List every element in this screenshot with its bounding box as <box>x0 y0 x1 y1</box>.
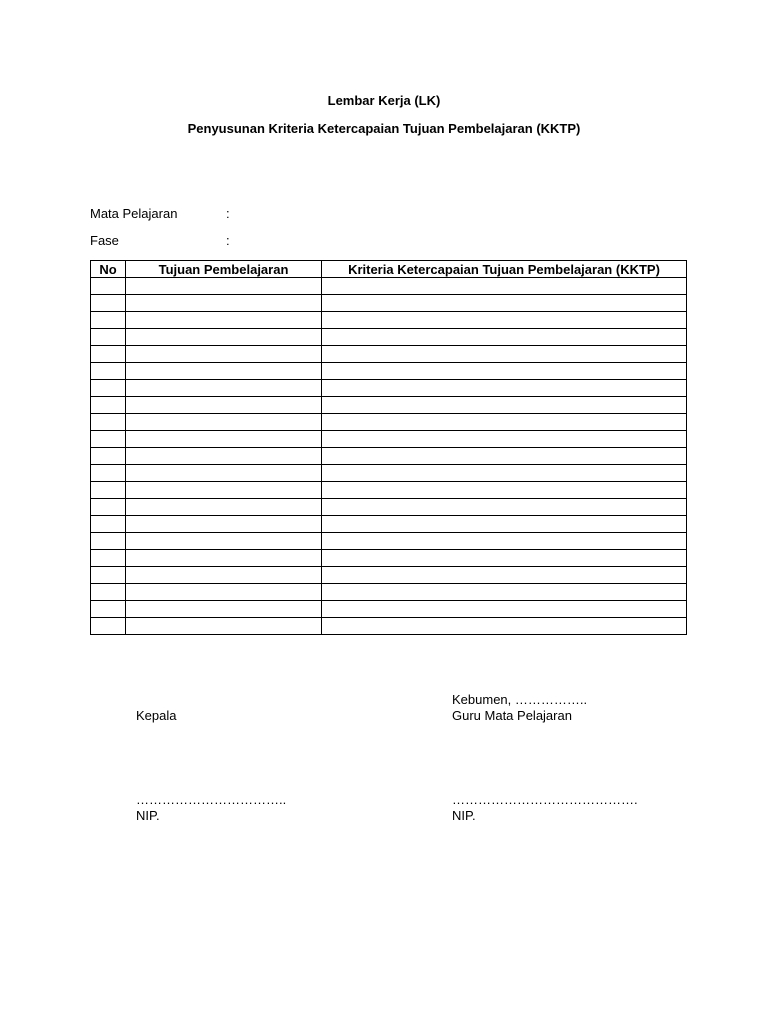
cell-no[interactable] <box>91 397 126 414</box>
cell-no[interactable] <box>91 465 126 482</box>
signature-left-nip: NIP. <box>136 808 160 823</box>
table-row <box>91 533 687 550</box>
header-tujuan-pembelajaran: Tujuan Pembelajaran <box>126 261 322 278</box>
cell-no[interactable] <box>91 431 126 448</box>
cell-kktp[interactable] <box>322 380 687 397</box>
cell-no[interactable] <box>91 618 126 635</box>
cell-kktp[interactable] <box>322 363 687 380</box>
cell-kktp[interactable] <box>322 567 687 584</box>
field-separator: : <box>226 233 230 248</box>
cell-no[interactable] <box>91 448 126 465</box>
signature-right-place-date: Kebumen, …………….. <box>452 692 588 707</box>
table-row <box>91 414 687 431</box>
cell-kktp[interactable] <box>322 584 687 601</box>
signature-right-role: Guru Mata Pelajaran <box>452 708 572 723</box>
cell-tujuan-pembelajaran[interactable] <box>126 533 322 550</box>
cell-tujuan-pembelajaran[interactable] <box>126 380 322 397</box>
cell-tujuan-pembelajaran[interactable] <box>126 465 322 482</box>
field-label: Fase <box>90 233 119 248</box>
cell-tujuan-pembelajaran[interactable] <box>126 414 322 431</box>
cell-kktp[interactable] <box>322 465 687 482</box>
cell-no[interactable] <box>91 533 126 550</box>
cell-no[interactable] <box>91 363 126 380</box>
cell-no[interactable] <box>91 516 126 533</box>
table-row <box>91 278 687 295</box>
table-row <box>91 465 687 482</box>
cell-tujuan-pembelajaran[interactable] <box>126 295 322 312</box>
table-row <box>91 448 687 465</box>
cell-no[interactable] <box>91 499 126 516</box>
kktp-table <box>90 260 687 635</box>
table-row <box>91 295 687 312</box>
cell-tujuan-pembelajaran[interactable] <box>126 431 322 448</box>
cell-no[interactable] <box>91 329 126 346</box>
cell-no[interactable] <box>91 312 126 329</box>
cell-tujuan-pembelajaran[interactable] <box>126 329 322 346</box>
table-row <box>91 397 687 414</box>
signature-left-role: Kepala <box>136 708 177 723</box>
table-row <box>91 482 687 499</box>
cell-no[interactable] <box>91 584 126 601</box>
cell-tujuan-pembelajaran[interactable] <box>126 499 322 516</box>
signature-right-name-line: ……………………………………. <box>452 792 638 807</box>
table-row <box>91 601 687 618</box>
cell-kktp[interactable] <box>322 499 687 516</box>
cell-kktp[interactable] <box>322 533 687 550</box>
table-row <box>91 431 687 448</box>
cell-kktp[interactable] <box>322 516 687 533</box>
field-fase <box>90 233 230 248</box>
table-row <box>91 584 687 601</box>
table-row <box>91 550 687 567</box>
cell-tujuan-pembelajaran[interactable] <box>126 516 322 533</box>
cell-no[interactable] <box>91 482 126 499</box>
field-mata-pelajaran <box>90 206 230 221</box>
cell-no[interactable] <box>91 380 126 397</box>
table-row <box>91 499 687 516</box>
table-row <box>91 363 687 380</box>
cell-kktp[interactable] <box>322 448 687 465</box>
cell-kktp[interactable] <box>322 414 687 431</box>
header-kktp: Kriteria Ketercapaian Tujuan Pembelajaran (KKTP) <box>322 261 687 278</box>
cell-tujuan-pembelajaran[interactable] <box>126 312 322 329</box>
cell-tujuan-pembelajaran[interactable] <box>126 482 322 499</box>
cell-no[interactable] <box>91 550 126 567</box>
cell-no[interactable] <box>91 414 126 431</box>
cell-tujuan-pembelajaran[interactable] <box>126 278 322 295</box>
cell-no[interactable] <box>91 567 126 584</box>
signature-left-name-line: …………………………….. <box>136 792 287 807</box>
table-row <box>91 618 687 635</box>
cell-kktp[interactable] <box>322 329 687 346</box>
cell-kktp[interactable] <box>322 295 687 312</box>
cell-tujuan-pembelajaran[interactable] <box>126 567 322 584</box>
table-header-row <box>91 261 687 278</box>
table-row <box>91 516 687 533</box>
cell-kktp[interactable] <box>322 618 687 635</box>
cell-tujuan-pembelajaran[interactable] <box>126 618 322 635</box>
document-title: Lembar Kerja (LK) <box>327 93 441 108</box>
header-no: No <box>91 261 126 278</box>
cell-tujuan-pembelajaran[interactable] <box>126 346 322 363</box>
table-row <box>91 380 687 397</box>
cell-tujuan-pembelajaran[interactable] <box>126 363 322 380</box>
cell-kktp[interactable] <box>322 431 687 448</box>
cell-kktp[interactable] <box>322 601 687 618</box>
cell-tujuan-pembelajaran[interactable] <box>126 397 322 414</box>
table-row <box>91 567 687 584</box>
cell-no[interactable] <box>91 295 126 312</box>
cell-tujuan-pembelajaran[interactable] <box>126 601 322 618</box>
cell-kktp[interactable] <box>322 346 687 363</box>
cell-no[interactable] <box>91 278 126 295</box>
signature-right-nip: NIP. <box>452 808 476 823</box>
table-row <box>91 346 687 363</box>
cell-kktp[interactable] <box>322 278 687 295</box>
cell-tujuan-pembelajaran[interactable] <box>126 448 322 465</box>
cell-no[interactable] <box>91 601 126 618</box>
cell-tujuan-pembelajaran[interactable] <box>126 584 322 601</box>
field-separator: : <box>226 206 230 221</box>
cell-kktp[interactable] <box>322 550 687 567</box>
document-subtitle: Penyusunan Kriteria Ketercapaian Tujuan Pembelajaran (KKTP) <box>187 121 581 136</box>
table-row <box>91 329 687 346</box>
table-row <box>91 312 687 329</box>
cell-kktp[interactable] <box>322 312 687 329</box>
cell-no[interactable] <box>91 346 126 363</box>
cell-kktp[interactable] <box>322 397 687 414</box>
field-label: Mata Pelajaran <box>90 206 178 221</box>
cell-tujuan-pembelajaran[interactable] <box>126 550 322 567</box>
cell-kktp[interactable] <box>322 482 687 499</box>
